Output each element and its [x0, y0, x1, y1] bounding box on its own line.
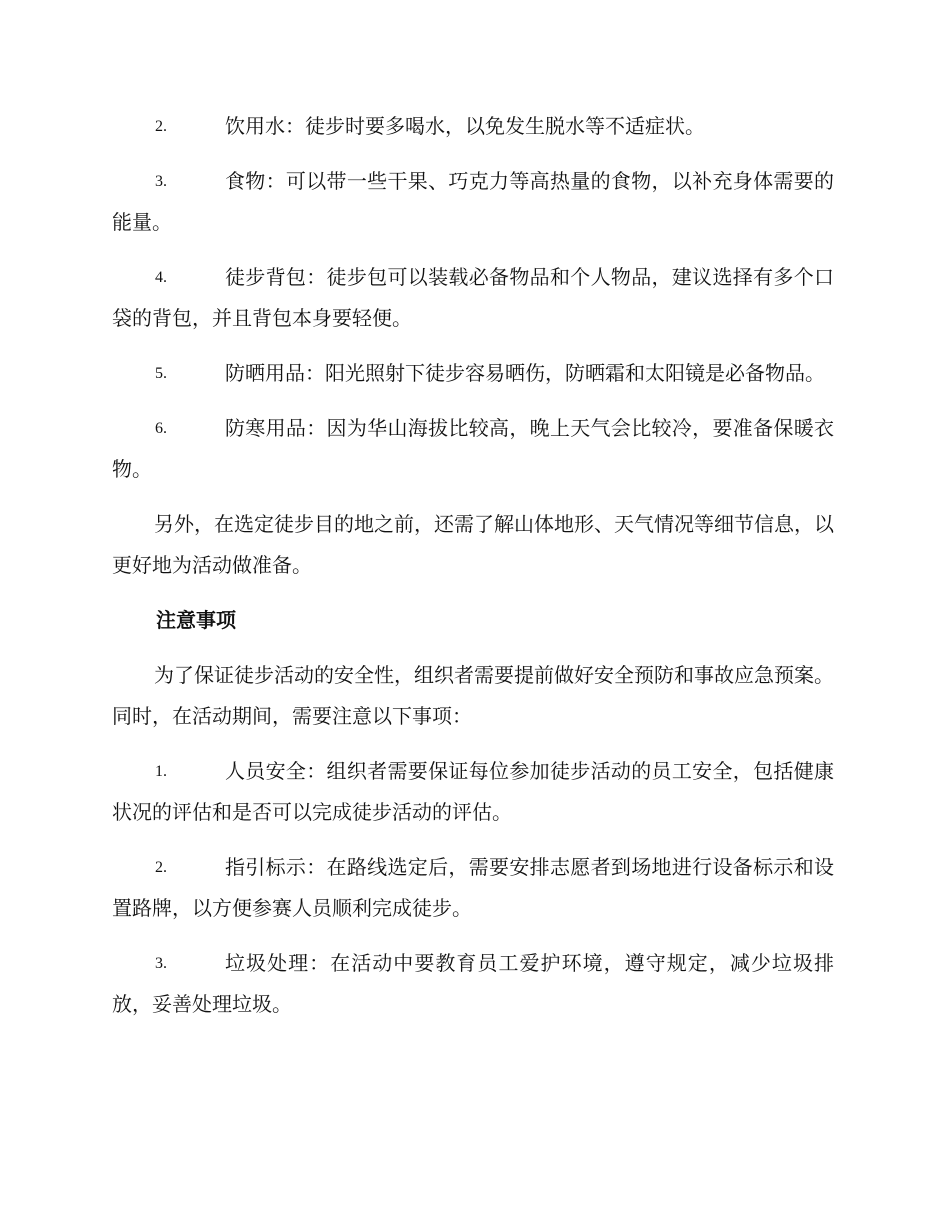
list-item-number: 2.	[155, 118, 167, 135]
list-item	[112, 257, 834, 339]
list-item	[112, 847, 834, 929]
list-item-number: 5.	[155, 365, 167, 382]
list-item-text: 徒步背包：徒步包可以装载必备物品和个人物品，建议选择有多个口袋的背包，并且背包本身要轻便。	[112, 265, 834, 330]
list-item-number: 6.	[155, 420, 167, 437]
document-body	[112, 106, 834, 1039]
list-item	[112, 408, 834, 490]
list-item-text: 饮用水：徒步时要多喝水，以免发生脱水等不适症状。	[225, 114, 705, 138]
paragraph: 另外，在选定徒步目的地之前，还需了解山体地形、天气情况等细节信息，以更好地为活动做准备。	[112, 512, 834, 577]
list-item-number: 3.	[155, 955, 167, 972]
list-item-text: 防寒用品：因为华山海拔比较高，晚上天气会比较冷，要准备保暖衣物。	[112, 416, 834, 481]
list-item-number: 4.	[155, 269, 167, 286]
section-heading: 注意事项	[156, 608, 236, 632]
list-item	[112, 943, 834, 1025]
list-item	[112, 353, 834, 394]
list-item-number: 1.	[155, 763, 167, 780]
list-item-text: 人员安全：组织者需要保证每位参加徒步活动的员工安全，包括健康状况的评估和是否可以完成徒步活动的评估。	[112, 759, 834, 824]
list-item-number: 3.	[155, 173, 167, 190]
list-item	[112, 751, 834, 833]
list-item-number: 2.	[155, 859, 167, 876]
list-item	[112, 106, 834, 147]
list-item-text: 食物：可以带一些干果、巧克力等高热量的食物，以补充身体需要的能量。	[112, 169, 834, 234]
paragraph: 为了保证徒步活动的安全性，组织者需要提前做好安全预防和事故应急预案。同时，在活动期间，需要注意以下事项：	[112, 663, 834, 728]
list-item-text: 指引标示：在路线选定后，需要安排志愿者到场地进行设备标示和设置路牌，以方便参赛人员顺利完成徒步。	[112, 855, 834, 920]
list-item	[112, 161, 834, 243]
list-item-text: 垃圾处理：在活动中要教育员工爱护环境，遵守规定，减少垃圾排放，妥善处理垃圾。	[112, 951, 834, 1016]
list-item-text: 防晒用品：阳光照射下徒步容易晒伤，防晒霜和太阳镜是必备物品。	[225, 361, 825, 385]
